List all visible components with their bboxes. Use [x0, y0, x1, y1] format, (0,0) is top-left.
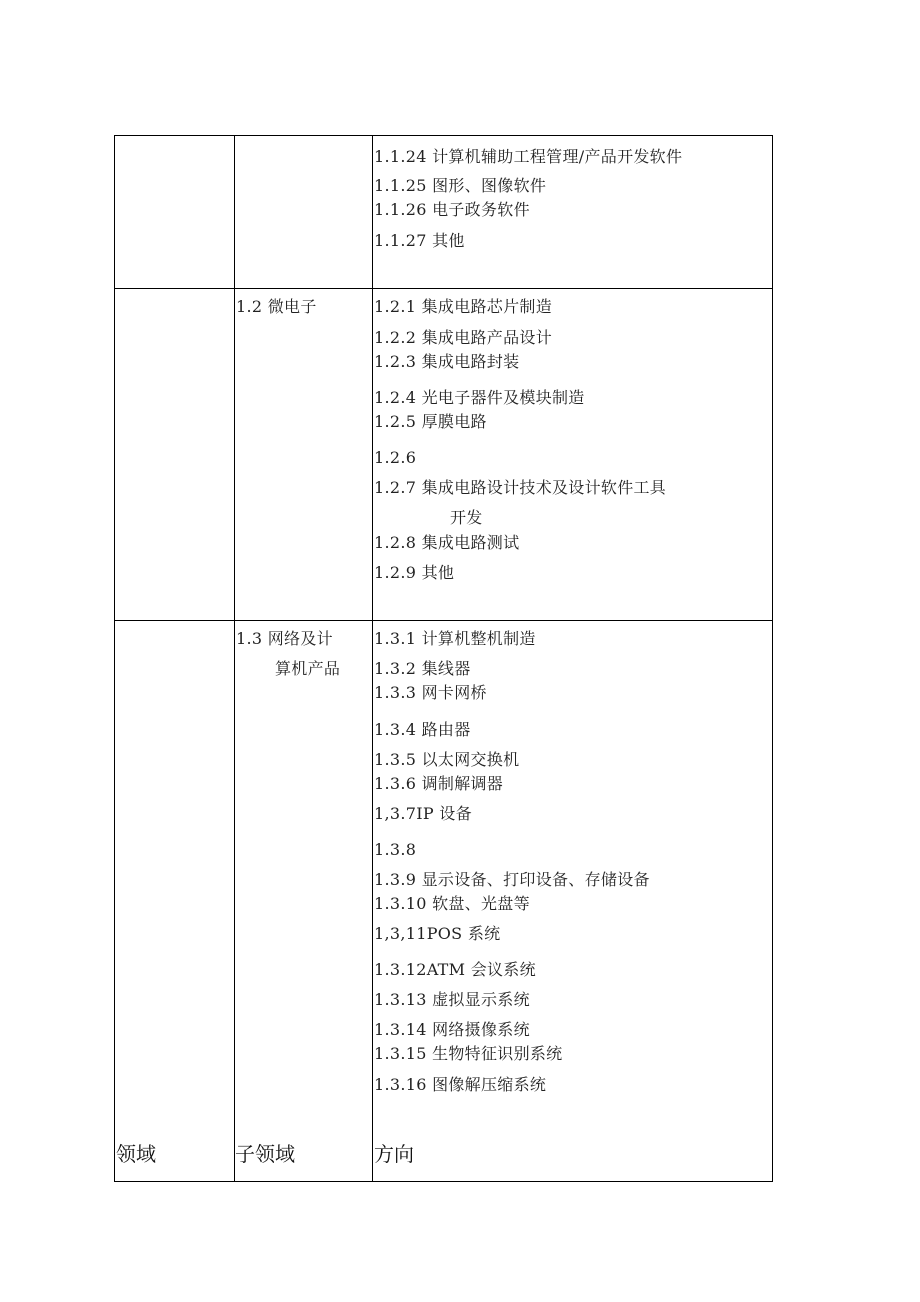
sub-field-label: 1.2 微电子 — [236, 297, 317, 316]
direction-item: 1.2.4 光电子器件及模块制造 — [374, 388, 585, 407]
direction-item: 1.3.3 网卡网桥 — [374, 683, 487, 702]
row-divider-2 — [115, 620, 772, 621]
direction-item: 1.3.1 计算机整机制造 — [374, 629, 536, 648]
direction-item: 1.1.26 电子政务软件 — [374, 200, 530, 219]
direction-item: 1.3.5 以太网交换机 — [374, 750, 520, 769]
direction-item-continuation: 开发 — [450, 508, 483, 527]
sub-field-label: 1.3 网络及计 — [236, 629, 333, 648]
direction-item: 1.2.7 集成电路设计技术及设计软件工具 — [374, 478, 667, 497]
direction-item: 1.2.1 集成电路芯片制造 — [374, 297, 552, 316]
direction-item: 1.1.25 图形、图像软件 — [374, 176, 547, 195]
direction-item: 1.3.10 软盘、光盘等 — [374, 894, 530, 913]
direction-item: 1.1.24 计算机辅助工程管理/产品开发软件 — [374, 147, 683, 166]
direction-item: 1.3.16 图像解压缩系统 — [374, 1075, 547, 1094]
direction-item: 1.2.8 集成电路测试 — [374, 533, 520, 552]
sub-field-label-continuation: 算机产品 — [275, 659, 341, 678]
direction-item: 1.1.27 其他 — [374, 231, 465, 250]
direction-item: 1.2.5 厚膜电路 — [374, 412, 487, 431]
direction-item: 1.2.6 — [374, 448, 417, 467]
column-divider-2 — [372, 136, 373, 1181]
direction-item: 1.3.15 生物特征识别系统 — [374, 1044, 563, 1063]
direction-item: 1.2.2 集成电路产品设计 — [374, 328, 552, 347]
direction-item: 1.2.3 集成电路封装 — [374, 352, 520, 371]
direction-item: 1.3.4 路由器 — [374, 720, 471, 739]
direction-item: 1.3.9 显示设备、打印设备、存储设备 — [374, 870, 650, 889]
direction-item: 1.3.2 集线器 — [374, 659, 471, 678]
row-divider-1 — [115, 288, 772, 289]
column-divider-1 — [234, 136, 235, 1181]
direction-item: 1,3.7IP 设备 — [374, 804, 472, 823]
direction-item: 1.3.13 虚拟显示系统 — [374, 990, 530, 1009]
direction-item: 1.3.8 — [374, 840, 417, 859]
header-sub-field: 子领域 — [235, 1142, 295, 1166]
header-field: 领域 — [116, 1142, 156, 1166]
direction-item: 1.3.12ATM 会议系统 — [374, 960, 536, 979]
direction-item: 1.2.9 其他 — [374, 563, 455, 582]
category-table — [114, 135, 773, 1182]
direction-item: 1,3,11POS 系统 — [374, 924, 501, 943]
direction-item: 1.3.14 网络摄像系统 — [374, 1020, 530, 1039]
direction-item: 1.3.6 调制解调器 — [374, 774, 504, 793]
header-direction: 方向 — [374, 1142, 414, 1166]
